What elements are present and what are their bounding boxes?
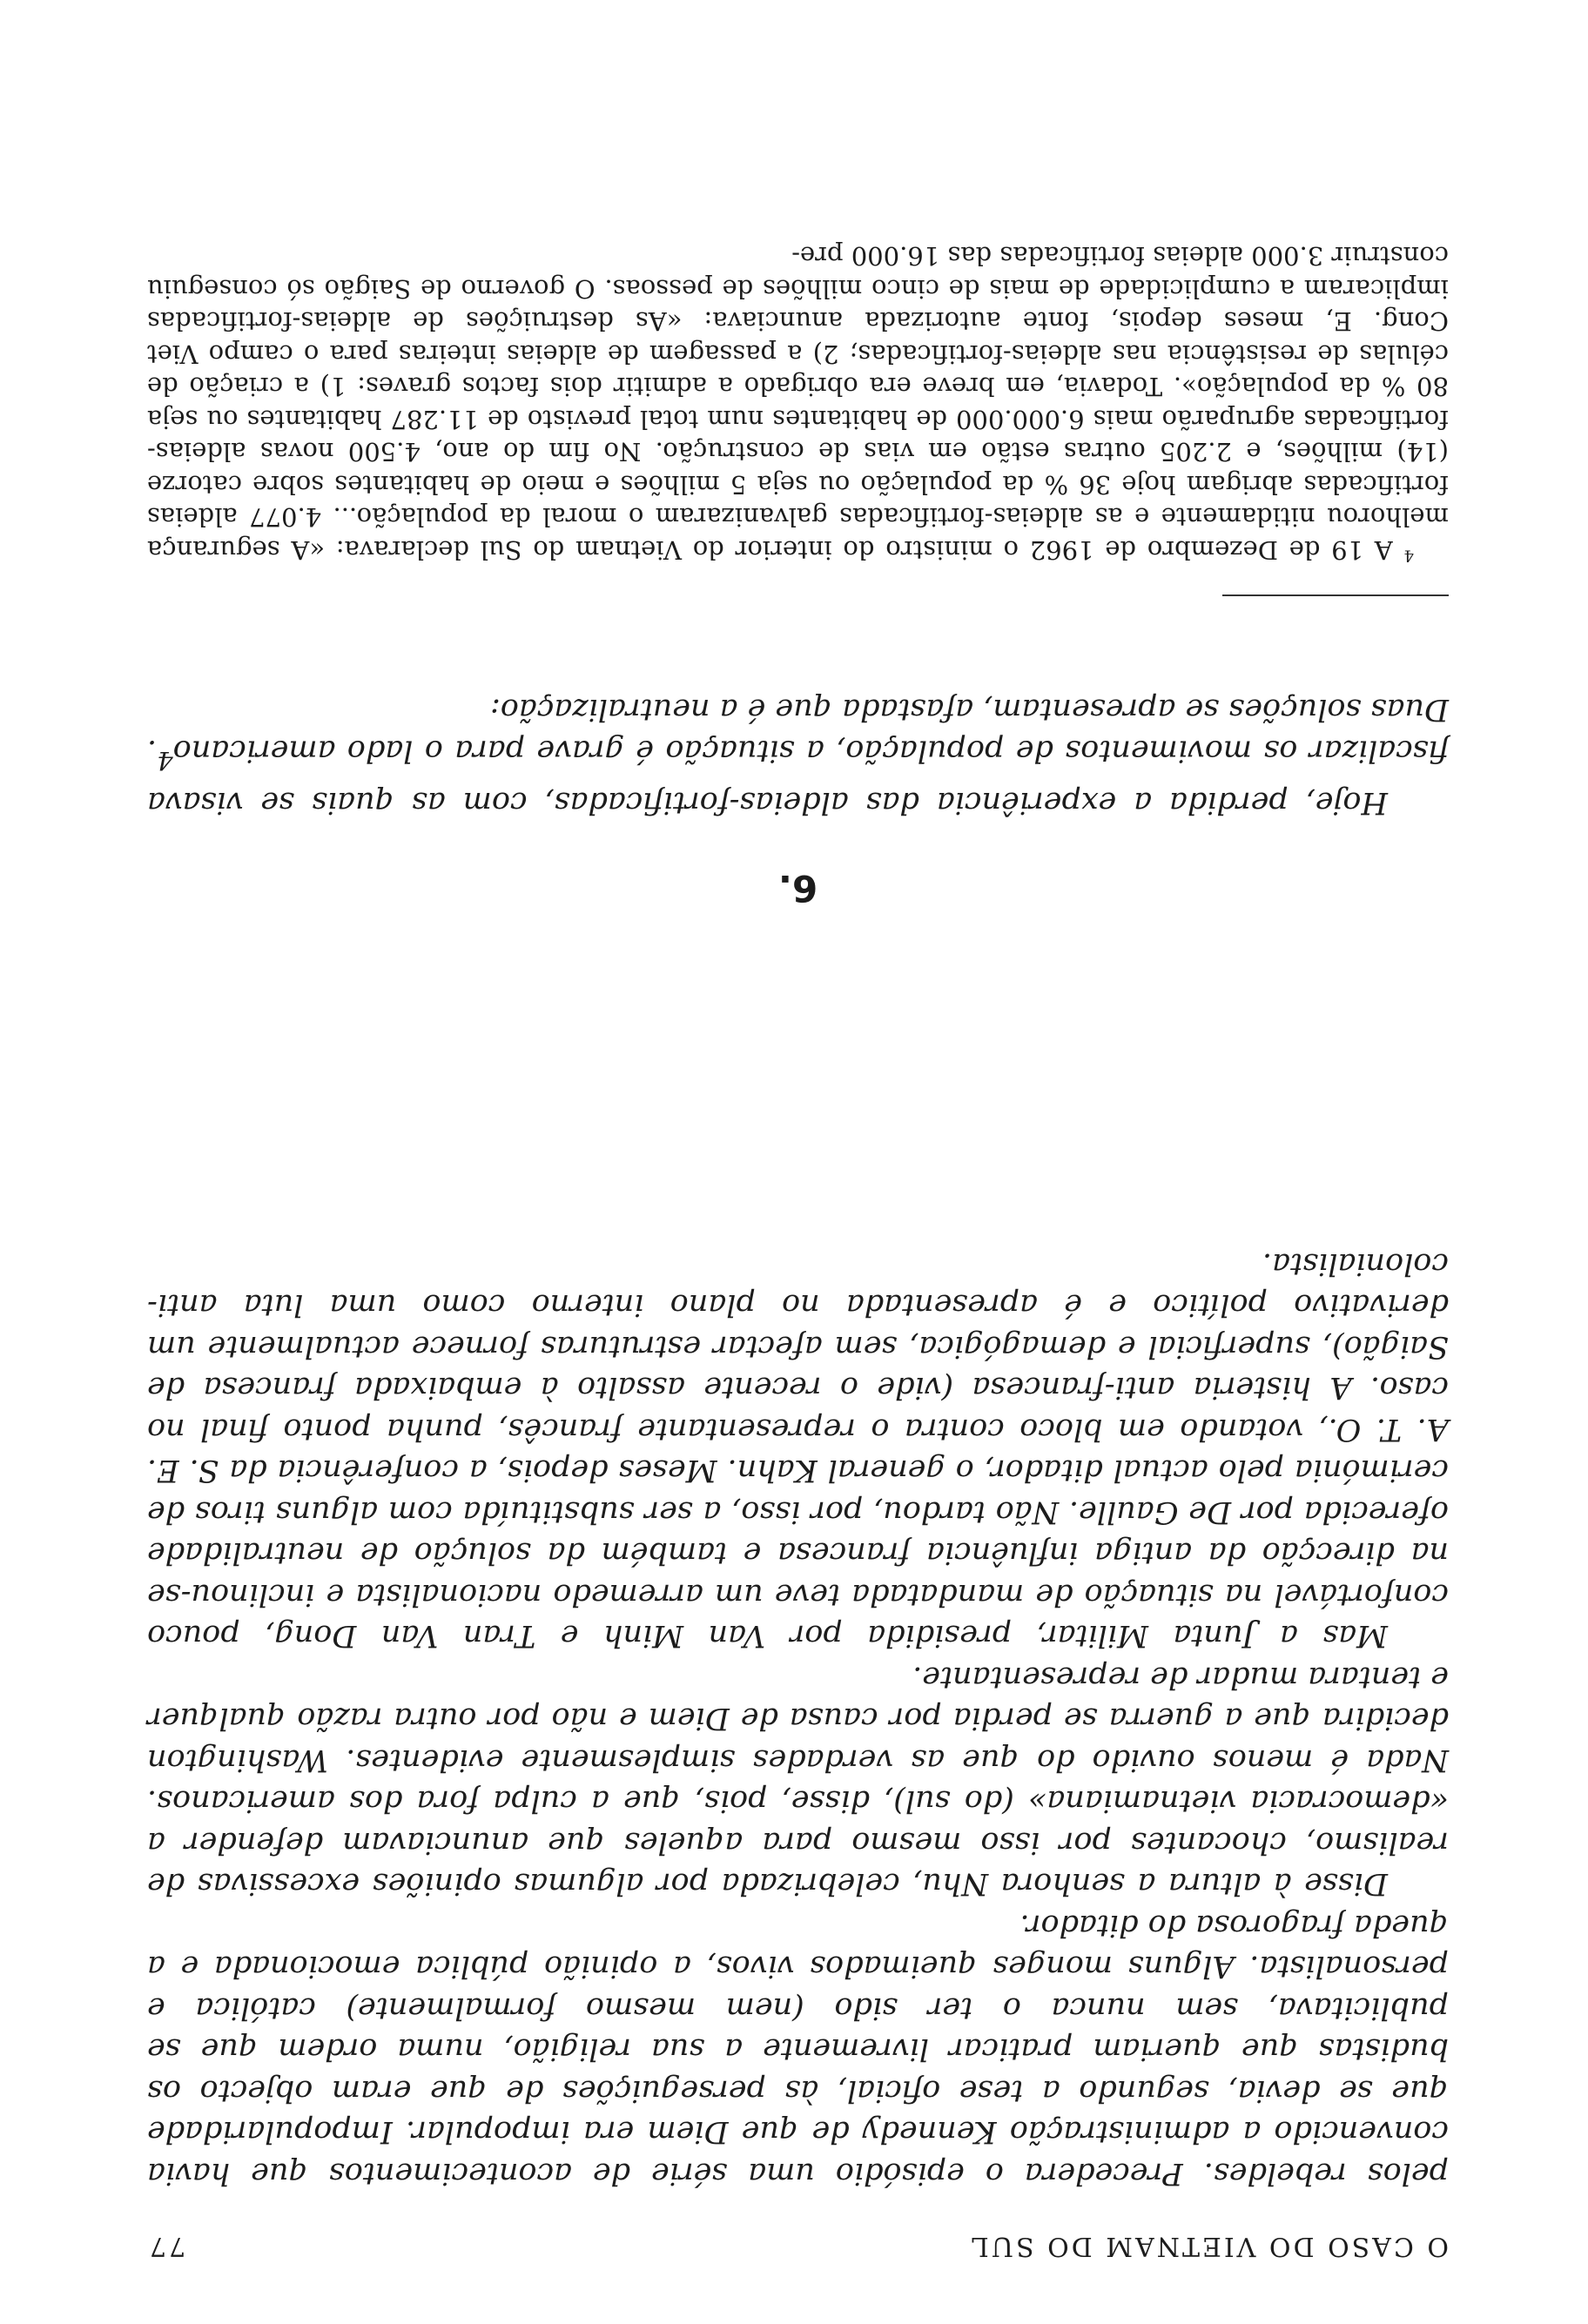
section-body bbox=[147, 688, 1449, 823]
body-text bbox=[147, 1243, 1449, 2194]
running-head bbox=[147, 2227, 1449, 2261]
footnote-mark: 4 bbox=[1403, 546, 1414, 565]
footnote-text-block bbox=[147, 239, 1449, 566]
running-head-title: O CASO DO VIETNAM DO SUL bbox=[968, 2231, 1449, 2261]
page-number: 77 bbox=[147, 2231, 186, 2261]
footnote-reference: 4 bbox=[157, 746, 173, 776]
paragraph-junta-militar: Mas a Junta Militar, presidida por Van Minh e Tran Van Dong, pouco confortável na situação de mandatada teve um arremedo nacionalista e inclinou-se na direcção da antiga influência francesa e também da solução de neutralidade oferecida por De Gaulle. Não tardou, por isso, a ser substituída com alguns tiros de cerimónia pelo actual ditador, o general Kahn. Meses depois, a conferência da S. E. A. T. O., votando em bloco contra o representante francês, punha ponto final no caso. A histeria anti-francesa (vide o recente assalto à embaixada francesa de Saigão), superficial e demagógica, sem afectar estruturas fornece actualmente um derivativo político e é apresentada no plano interno como uma luta anti-colonialista. bbox=[147, 1246, 1449, 1654]
paragraph-continued: pelos rebeldes. Precedera o episódio uma série de acontecimentos que havia convencido a administração Kennedy de que Diem era impopular. Impopularidade que se devia, segundo a tese oficial, às perseguições de que eram objecto os budistas que queriam praticar livremente a sua religião, numa ordem que se publicitava, sem nunca o ter sido (nem mesmo formalmente) católica e personalista. Alguns monges queimados vivos, a opinião pública emocionada e a queda fragorosa do ditador. bbox=[147, 1908, 1449, 2191]
paragraph-senhora-nhu: Disse à altura a senhora Nhu, celebrizada por algumas opiniões excessivas de realismo, chocantes por isso mesmo para aqueles que anunciavam defender a «democracia vietnamiana» (do sul), disse, pois, que a culpa fora dos americanos. Nada é menos ouvido do que as verdades simplesmente evidentes. Washington decidira que a guerra se perdia por causa de Diem e não por outra razão qualquer e tentara mudar de representante. bbox=[147, 1660, 1449, 1902]
paragraph-hoje-main: Hoje, perdida a experiência das aldeias-fortificadas, com as quais se visava fiscalizar os movimentos de população, a situação é grave para o lado americano bbox=[147, 733, 1449, 820]
footnote-divider bbox=[1222, 594, 1449, 596]
paragraph-hoje-tail: . Duas soluções se apresentam, afastada que é a neutralização: bbox=[147, 692, 1449, 769]
paragraph-hoje bbox=[147, 688, 1449, 823]
section-number: 6. bbox=[777, 867, 818, 910]
footnote-text: A 19 de Dezembro de 1962 o ministro do interior do Vietnam do Sul declarava: «A segurança melhorou nitidamente e as aldeias-fortificadas galvanizaram o moral da população... 4.077 aldeias fortificadas abrigam hoje 36 % da população ou seja 5 milhões e meio de habitantes sobre catorze (14) milhões, e 2.205 outras estão em vias de construção. No fim do ano, 4.500 novas aldeias-fortificadas agruparão mais 6.000.000 de habitantes num total previsto de 11.287 habitantes ou seja 80 % da população». Todavia, em breve era obrigado a admitir dois factos graves: 1) a criação de células de resistência nas aldeias-fortificadas; 2) a passagem de aldeias inteiras para o campo Viet Cong. E, meses depois, fonte autorizada anunciava: «As destruições de aldeias-fortificadas implicaram a cumplicidade de mais de cinco milhões de pessoas. O governo de Saigão só conseguiu construir 3.000 aldeias fortificadas das 16.000 pre- bbox=[147, 241, 1449, 565]
footnote bbox=[147, 239, 1449, 566]
